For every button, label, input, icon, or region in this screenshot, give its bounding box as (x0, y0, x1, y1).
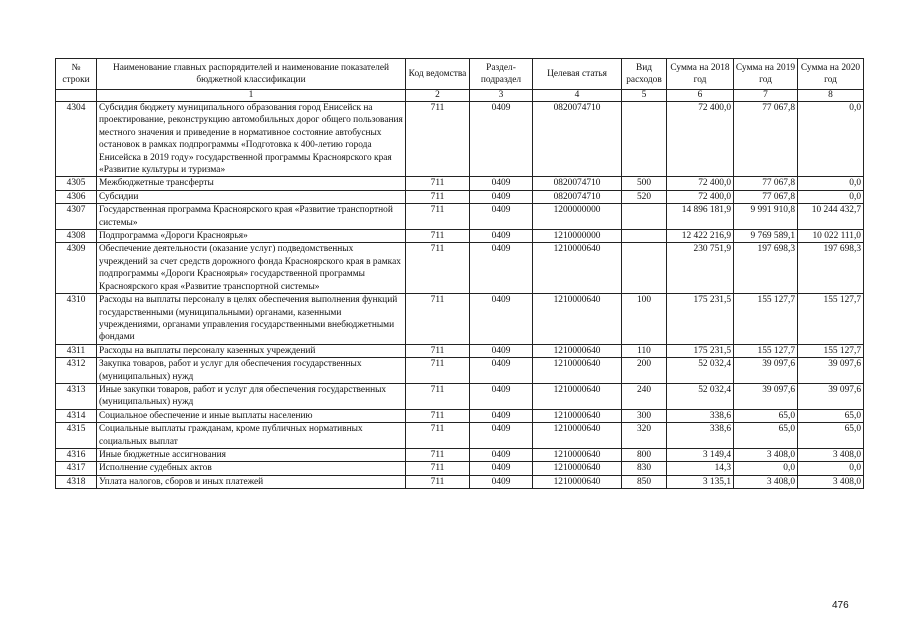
table-row (56, 383, 864, 409)
row-name: Субсидии (97, 190, 406, 203)
section-code: 0409 (470, 102, 533, 177)
table-row (56, 230, 864, 243)
sum-2020: 10 022 111,0 (798, 230, 864, 243)
table-row (56, 358, 864, 384)
row-number: 4306 (56, 190, 97, 203)
page-number: 476 (832, 600, 849, 611)
sum-2020: 0,0 (798, 462, 864, 475)
section-code: 0409 (470, 423, 533, 449)
row-number: 4315 (56, 423, 97, 449)
section-code: 0409 (470, 448, 533, 461)
sum-2020: 39 097,6 (798, 358, 864, 384)
table-row (56, 243, 864, 294)
target-article: 1210000000 (533, 230, 622, 243)
section-code: 0409 (470, 462, 533, 475)
row-number: 4311 (56, 344, 97, 357)
section-code: 0409 (470, 344, 533, 357)
section-code: 0409 (470, 204, 533, 230)
sum-2020: 197 698,3 (798, 243, 864, 294)
column-number: 5 (622, 90, 667, 102)
row-number: 4312 (56, 358, 97, 384)
row-number: 4309 (56, 243, 97, 294)
header-dept-code: Код ведомства (406, 59, 470, 90)
table-row (56, 423, 864, 449)
dept-code: 711 (406, 294, 470, 345)
row-number: 4313 (56, 383, 97, 409)
sum-2019: 39 097,6 (734, 383, 798, 409)
row-number: 4316 (56, 448, 97, 461)
expense-type: 320 (622, 423, 667, 449)
sum-2018: 338,6 (667, 423, 734, 449)
target-article: 1210000640 (533, 475, 622, 488)
sum-2018: 175 231,5 (667, 344, 734, 357)
expense-type (622, 102, 667, 177)
target-article: 1200000000 (533, 204, 622, 230)
sum-2018: 72 400,0 (667, 177, 734, 190)
target-article: 1210000640 (533, 294, 622, 345)
sum-2018: 175 231,5 (667, 294, 734, 345)
sum-2019: 65,0 (734, 423, 798, 449)
sum-2020: 0,0 (798, 190, 864, 203)
header-expense-type: Вид расходов (622, 59, 667, 90)
dept-code: 711 (406, 243, 470, 294)
row-name: Уплата налогов, сборов и иных платежей (97, 475, 406, 488)
target-article: 0820074710 (533, 102, 622, 177)
sum-2019: 0,0 (734, 462, 798, 475)
sum-2020: 0,0 (798, 177, 864, 190)
sum-2019: 65,0 (734, 409, 798, 422)
table-row (56, 102, 864, 177)
row-name: Субсидия бюджету муниципального образования город Енисейск на проектирование, реконструкцию автомобильных дорог общего пользования местного значения и приведение в нормативное состояние автобусных остановок в рамках подпрограммы «Подготовка к 400-летию города Енисейска в 2019 году» государственной программы Красноярского края «Развитие культуры и туризма» (97, 102, 406, 177)
row-name: Расходы на выплаты персоналу в целях обеспечения выполнения функций государственными (муниципальными) органами, казенными учреждениями, органами управления государственными внебюджетными фондами (97, 294, 406, 345)
expense-type: 100 (622, 294, 667, 345)
dept-code: 711 (406, 190, 470, 203)
sum-2020: 0,0 (798, 102, 864, 177)
expense-type: 300 (622, 409, 667, 422)
target-article: 1210000640 (533, 383, 622, 409)
sum-2018: 230 751,9 (667, 243, 734, 294)
section-code: 0409 (470, 243, 533, 294)
expense-type: 500 (622, 177, 667, 190)
target-article: 1210000640 (533, 423, 622, 449)
expense-type: 520 (622, 190, 667, 203)
row-number: 4307 (56, 204, 97, 230)
sum-2020: 65,0 (798, 423, 864, 449)
row-name: Подпрограмма «Дороги Красноярья» (97, 230, 406, 243)
section-code: 0409 (470, 475, 533, 488)
target-article: 1210000640 (533, 448, 622, 461)
sum-2020: 155 127,7 (798, 344, 864, 357)
expense-type: 850 (622, 475, 667, 488)
sum-2019: 77 067,8 (734, 190, 798, 203)
sum-2019: 77 067,8 (734, 177, 798, 190)
table-row (56, 448, 864, 461)
target-article: 0820074710 (533, 190, 622, 203)
header-row-number: № строки (56, 59, 97, 90)
sum-2019: 9 769 589,1 (734, 230, 798, 243)
sum-2020: 39 097,6 (798, 383, 864, 409)
header-sum-2018: Сумма на 2018 год (667, 59, 734, 90)
dept-code: 711 (406, 475, 470, 488)
sum-2018: 3 149,4 (667, 448, 734, 461)
sum-2018: 14,3 (667, 462, 734, 475)
sum-2018: 52 032,4 (667, 383, 734, 409)
table-row (56, 344, 864, 357)
row-number: 4308 (56, 230, 97, 243)
table-row (56, 294, 864, 345)
expense-type: 200 (622, 358, 667, 384)
section-code: 0409 (470, 230, 533, 243)
section-code: 0409 (470, 409, 533, 422)
sum-2020: 10 244 432,7 (798, 204, 864, 230)
dept-code: 711 (406, 177, 470, 190)
column-number: 1 (97, 90, 406, 102)
table-row (56, 190, 864, 203)
header-target-article: Целевая статья (533, 59, 622, 90)
row-number: 4305 (56, 177, 97, 190)
row-number: 4317 (56, 462, 97, 475)
target-article: 1210000640 (533, 344, 622, 357)
sum-2020: 3 408,0 (798, 448, 864, 461)
header-section: Раздел-подраздел (470, 59, 533, 90)
table-body (56, 102, 864, 489)
expense-type (622, 230, 667, 243)
column-number: 4 (533, 90, 622, 102)
budget-table (55, 58, 864, 489)
row-name: Иные закупки товаров, работ и услуг для обеспечения государственных (муниципальных) нужд (97, 383, 406, 409)
column-number: 8 (798, 90, 864, 102)
row-name: Иные бюджетные ассигнования (97, 448, 406, 461)
row-number: 4304 (56, 102, 97, 177)
expense-type: 830 (622, 462, 667, 475)
column-number: 3 (470, 90, 533, 102)
sum-2020: 3 408,0 (798, 475, 864, 488)
table-row (56, 475, 864, 488)
sum-2019: 39 097,6 (734, 358, 798, 384)
sum-2019: 155 127,7 (734, 344, 798, 357)
dept-code: 711 (406, 358, 470, 384)
target-article: 1210000640 (533, 462, 622, 475)
dept-code: 711 (406, 462, 470, 475)
sum-2019: 155 127,7 (734, 294, 798, 345)
dept-code: 711 (406, 344, 470, 357)
sum-2018: 72 400,0 (667, 102, 734, 177)
dept-code: 711 (406, 383, 470, 409)
target-article: 0820074710 (533, 177, 622, 190)
table-row (56, 204, 864, 230)
sum-2019: 77 067,8 (734, 102, 798, 177)
section-code: 0409 (470, 358, 533, 384)
dept-code: 711 (406, 448, 470, 461)
section-code: 0409 (470, 383, 533, 409)
sum-2018: 338,6 (667, 409, 734, 422)
table-row (56, 409, 864, 422)
row-number: 4310 (56, 294, 97, 345)
header-name: Наименование главных распорядителей и наименование показателей бюджетной классификации (97, 59, 406, 90)
sum-2018: 52 032,4 (667, 358, 734, 384)
header-sum-2019: Сумма на 2019 год (734, 59, 798, 90)
dept-code: 711 (406, 204, 470, 230)
header-sum-2020: Сумма на 2020 год (798, 59, 864, 90)
sum-2019: 9 991 910,8 (734, 204, 798, 230)
sum-2020: 65,0 (798, 409, 864, 422)
dept-code: 711 (406, 423, 470, 449)
expense-type: 110 (622, 344, 667, 357)
sum-2018: 14 896 181,9 (667, 204, 734, 230)
dept-code: 711 (406, 102, 470, 177)
target-article: 1210000640 (533, 409, 622, 422)
dept-code: 711 (406, 230, 470, 243)
section-code: 0409 (470, 190, 533, 203)
row-name: Государственная программа Красноярского края «Развитие транспортной системы» (97, 204, 406, 230)
dept-code: 711 (406, 409, 470, 422)
row-name: Межбюджетные трансферты (97, 177, 406, 190)
table-row (56, 177, 864, 190)
column-number: 2 (406, 90, 470, 102)
row-name: Социальное обеспечение и иные выплаты населению (97, 409, 406, 422)
column-number: 7 (734, 90, 798, 102)
column-number (56, 90, 97, 102)
expense-type: 240 (622, 383, 667, 409)
row-name: Закупка товаров, работ и услуг для обеспечения государственных (муниципальных) нужд (97, 358, 406, 384)
section-code: 0409 (470, 294, 533, 345)
table-row (56, 462, 864, 475)
column-number: 6 (667, 90, 734, 102)
row-name: Социальные выплаты гражданам, кроме публичных нормативных социальных выплат (97, 423, 406, 449)
sum-2019: 3 408,0 (734, 475, 798, 488)
expense-type: 800 (622, 448, 667, 461)
target-article: 1210000640 (533, 358, 622, 384)
table-header-row (56, 59, 864, 90)
expense-type (622, 243, 667, 294)
column-numbers-row (56, 90, 864, 102)
sum-2019: 197 698,3 (734, 243, 798, 294)
sum-2020: 155 127,7 (798, 294, 864, 345)
sum-2018: 12 422 216,9 (667, 230, 734, 243)
row-name: Расходы на выплаты персоналу казенных учреждений (97, 344, 406, 357)
sum-2018: 3 135,1 (667, 475, 734, 488)
target-article: 1210000640 (533, 243, 622, 294)
expense-type (622, 204, 667, 230)
section-code: 0409 (470, 177, 533, 190)
row-number: 4318 (56, 475, 97, 488)
sum-2019: 3 408,0 (734, 448, 798, 461)
row-name: Обеспечение деятельности (оказание услуг) подведомственных учреждений за счет средств дорожного фонда Красноярского края в рамках подпрограммы «Дороги Красноярья» государственной программы Красноярского края «Развитие транспортной системы» (97, 243, 406, 294)
row-number: 4314 (56, 409, 97, 422)
row-name: Исполнение судебных актов (97, 462, 406, 475)
sum-2018: 72 400,0 (667, 190, 734, 203)
